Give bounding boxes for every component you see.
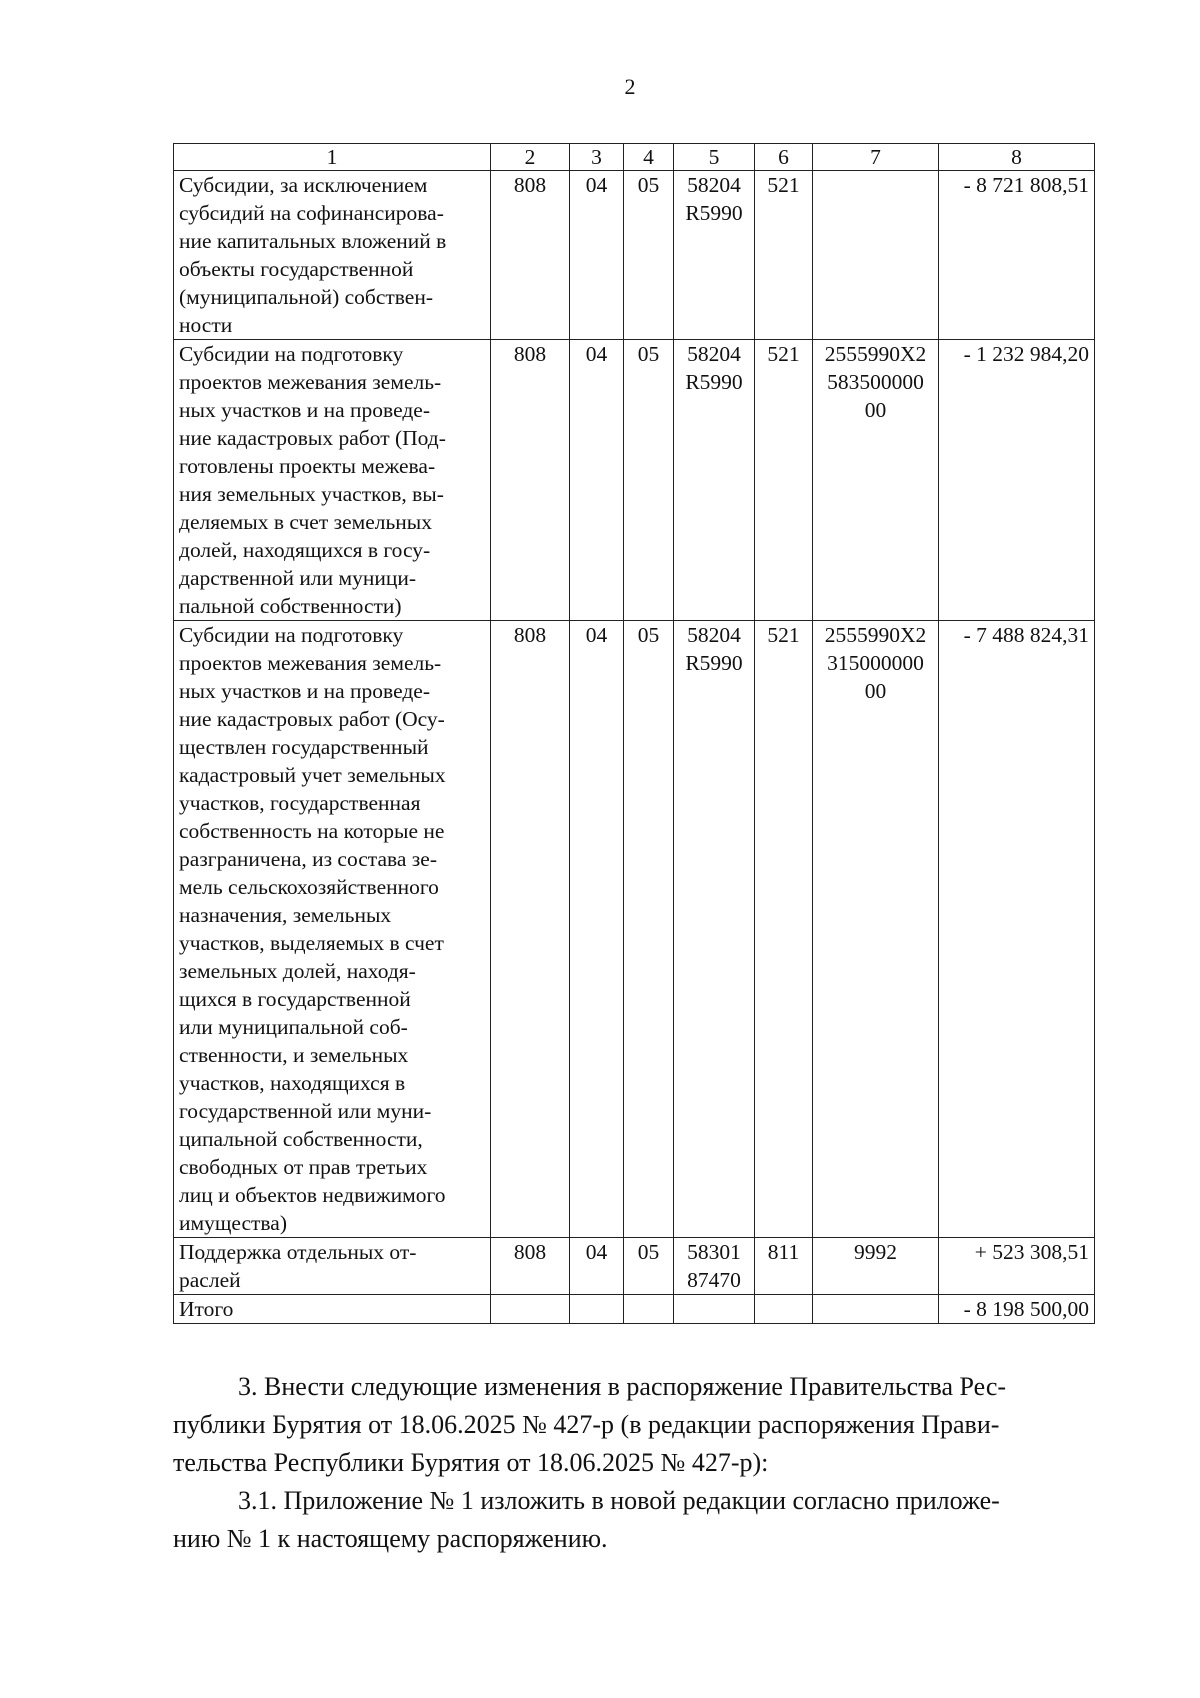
table-row [174,1238,1095,1295]
table-header-row [174,144,1095,171]
code-cell: 521 [755,171,813,340]
column-header: 5 [674,144,755,171]
table-row [174,621,1095,1238]
budget-changes-table [173,143,1095,1324]
code-cell: 04 [570,621,624,1238]
code-cell: 04 [570,340,624,621]
paragraph-item-3: 3. Внести следующие изменения в распоряжение Правительства Рес- публики Бурятия от 18.06.2025 № 427-р (в редакции распоряжения Прави- тельства Республики Бурятия от 18.06.2025 № 427-р): [173,1372,1007,1477]
code-cell: 808 [491,621,570,1238]
page-number: 2 [624,74,636,99]
code-cell: 58204 R5990 [674,340,755,621]
column-header: 3 [570,144,624,171]
row-name-cell: Субсидии на подготовку проектов межевания земель- ных участков и на проведе- ние кадастровых работ (Под- готовлены проекты межева- ния земельных участков, вы- деляемых в счет земельных долей, находящихся в госу- дарственной или муници- пальной собственности) [174,340,491,621]
table-total-row [174,1295,1095,1324]
paragraph-item-3-1: 3.1. Приложение № 1 изложить в новой редакции согласно приложе- нию № 1 к настоящему распоряжению. [173,1486,1000,1553]
code-cell: 9992 [813,1238,939,1295]
table-row [174,171,1095,340]
column-header: 4 [624,144,674,171]
code-cell: 58204 R5990 [674,171,755,340]
code-cell: 811 [755,1238,813,1295]
code-cell: 808 [491,171,570,340]
column-header: 1 [174,144,491,171]
code-cell: 2555990X2 583500000 00 [813,340,939,621]
row-name-cell: Субсидии на подготовку проектов межевания земель- ных участков и на проведе- ние кадастровых работ (Осу- ществлен государственный кадастровый учет земельных участков, государственная собственность на которые не разграничена, из состава зе- мель сельскохозяйственного назначения, земельных участков, выделяемых в счет земельных долей, находя- щихся в государственной или муниципальной соб- ственности, и земельных участков, находящихся в государственной или муни- ципальной собственности, свободных от прав третьих лиц и объектов недвижимого имущества) [174,621,491,1238]
code-cell: 521 [755,340,813,621]
total-label: Итого [174,1295,491,1324]
code-cell: 808 [491,340,570,621]
amount-cell: - 1 232 984,20 [939,340,1095,621]
code-cell: 2555990X2 315000000 00 [813,621,939,1238]
row-name-cell: Субсидии, за исключением субсидий на софинансирова- ние капитальных вложений в объекты государственной (муниципальной) собствен- ности [174,171,491,340]
column-header: 2 [491,144,570,171]
column-header: 6 [755,144,813,171]
code-cell: 05 [624,340,674,621]
amount-cell: - 8 721 808,51 [939,171,1095,340]
code-cell [813,171,939,340]
code-cell: 04 [570,1238,624,1295]
column-header: 7 [813,144,939,171]
body-text [173,1368,1087,1558]
amount-cell: - 7 488 824,31 [939,621,1095,1238]
code-cell: 521 [755,621,813,1238]
code-cell: 58301 87470 [674,1238,755,1295]
code-cell: 05 [624,171,674,340]
table-row [174,340,1095,621]
row-name-cell: Поддержка отдельных от- раслей [174,1238,491,1295]
code-cell: 04 [570,171,624,340]
code-cell: 05 [624,1238,674,1295]
column-header: 8 [939,144,1095,171]
code-cell: 58204 R5990 [674,621,755,1238]
total-amount: - 8 198 500,00 [939,1295,1095,1324]
amount-cell: + 523 308,51 [939,1238,1095,1295]
code-cell: 808 [491,1238,570,1295]
code-cell: 05 [624,621,674,1238]
